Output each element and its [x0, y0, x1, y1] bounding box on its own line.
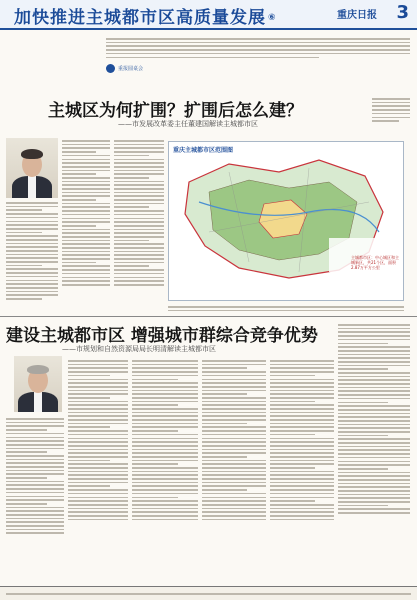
article1-subheadline: ——市发展改革委主任董建国解读主城都市区	[118, 120, 258, 128]
page-footer	[0, 586, 417, 600]
article2-column-2	[68, 358, 128, 584]
article1-headline: 主城区为何扩围？扩围后怎么建？	[48, 101, 303, 121]
article2-column-3	[132, 358, 198, 584]
city-region-map	[168, 141, 404, 301]
article2-column-4	[202, 358, 266, 584]
newspaper-brand: 重庆日报	[337, 10, 377, 21]
map-legend-note: 主城都市区：中心城区和主城新区，共21个区，面积2.87万平方公里	[351, 255, 399, 270]
article1-left-column	[6, 200, 58, 312]
section-tag	[106, 64, 143, 73]
article2-column-6	[338, 322, 410, 584]
article2-subheadline: ——市规划和自然资源局局长明清解读主城都市区	[62, 345, 216, 353]
map-title: 重庆主城都市区范围图	[173, 147, 234, 154]
page-masthead	[0, 0, 417, 30]
section-tag-label: 重报圆桌会	[118, 66, 144, 72]
article2-column-1	[6, 416, 64, 584]
banner-title-suffix: ⑥	[268, 13, 277, 23]
article1-column-3	[114, 138, 164, 312]
portrait-photo-2	[14, 356, 62, 412]
article1-column-2	[62, 138, 110, 312]
section-dot-icon	[106, 64, 115, 73]
portrait-photo-1	[6, 138, 58, 198]
article2-headline: 建设主城都市区 增强城市群综合竞争优势	[6, 326, 318, 346]
article2-column-5	[270, 358, 334, 584]
intro-text-block	[106, 36, 410, 92]
section-divider	[0, 316, 417, 317]
article1-bottom-columns	[168, 304, 404, 314]
region-map-graphic	[169, 142, 404, 301]
article1-right-column	[372, 96, 410, 140]
banner-title-text: 加快推进主城都市区高质量发展	[14, 8, 266, 28]
page-number: 3	[396, 2, 409, 23]
page-banner-title	[14, 3, 277, 28]
